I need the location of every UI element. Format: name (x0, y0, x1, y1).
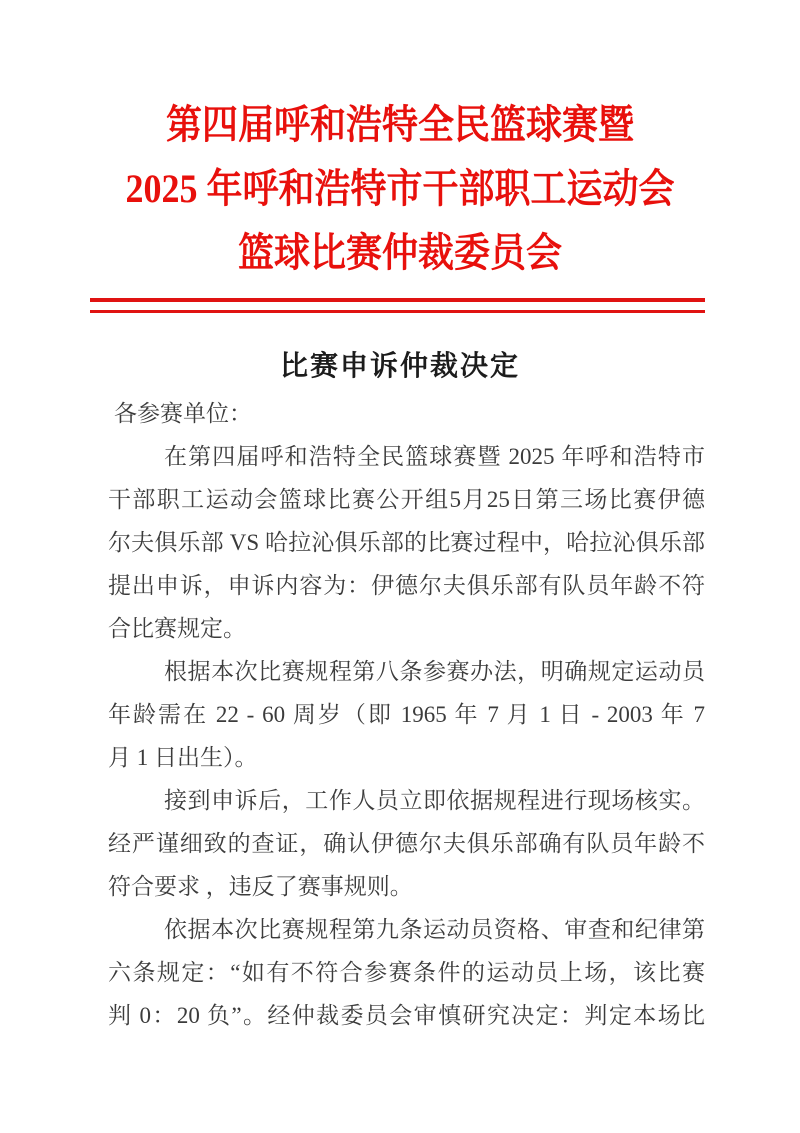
paragraph-age-rule (108, 650, 705, 779)
body-line: 判 0：20 负”。经仲裁委员会审慎研究决定：判定本场比 (108, 1003, 705, 1028)
paragraph-appeal (108, 435, 705, 650)
title-line-2: 2025 年呼和浩特市干部职工运动会 (125, 166, 675, 211)
body-line: 六条规定：“如有不符合参赛条件的运动员上场，该比赛 (108, 960, 705, 985)
body-line: 合比赛规定。 (108, 616, 246, 641)
body-line: 提出申诉，申诉内容为：伊德尔夫俱乐部有队员年龄不符 (108, 573, 705, 598)
body-line: 接到申诉后，工作人员立即依据规程进行现场核实。 (164, 788, 705, 813)
body-line: 尔夫俱乐部 VS 哈拉沁俱乐部的比赛过程中，哈拉沁俱乐部 (108, 530, 705, 555)
document-body (108, 392, 705, 1037)
document-heading: 比赛申诉仲裁决定 (279, 351, 520, 382)
title-line-3: 篮球比赛仲裁委员会 (238, 230, 562, 275)
body-line: 年龄需在 22 - 60 周岁（即 1965 年 7 月 1 日 - 2003 年 7 (108, 702, 705, 727)
document-title (40, 93, 760, 285)
body-line: 经严谨细致的查证，确认伊德尔夫俱乐部确有队员年龄不 (108, 831, 705, 856)
body-line: 在第四届呼和浩特全民篮球赛暨 2025 年呼和浩特市 (164, 444, 705, 469)
body-line: 根据本次比赛规程第八条参赛办法，明确规定运动员 (164, 659, 705, 684)
paragraph-ruling (108, 908, 705, 1037)
red-divider-line-bottom (90, 310, 705, 313)
body-line: 符合要求 ，违反了赛事规则。 (108, 874, 413, 899)
paragraph-verification (108, 779, 705, 908)
body-line: 干部职工运动会篮球比赛公开组5月25日第三场比赛伊德 (108, 487, 705, 512)
body-line: 依据本次比赛规程第九条运动员资格、审查和纪律第 (164, 917, 705, 942)
body-line: 月 1 日出生）。 (108, 745, 258, 770)
salutation: 各参赛单位： (114, 401, 252, 426)
title-line-1: 第四届呼和浩特全民篮球赛暨 (166, 102, 634, 147)
red-divider-line-top (90, 298, 705, 302)
